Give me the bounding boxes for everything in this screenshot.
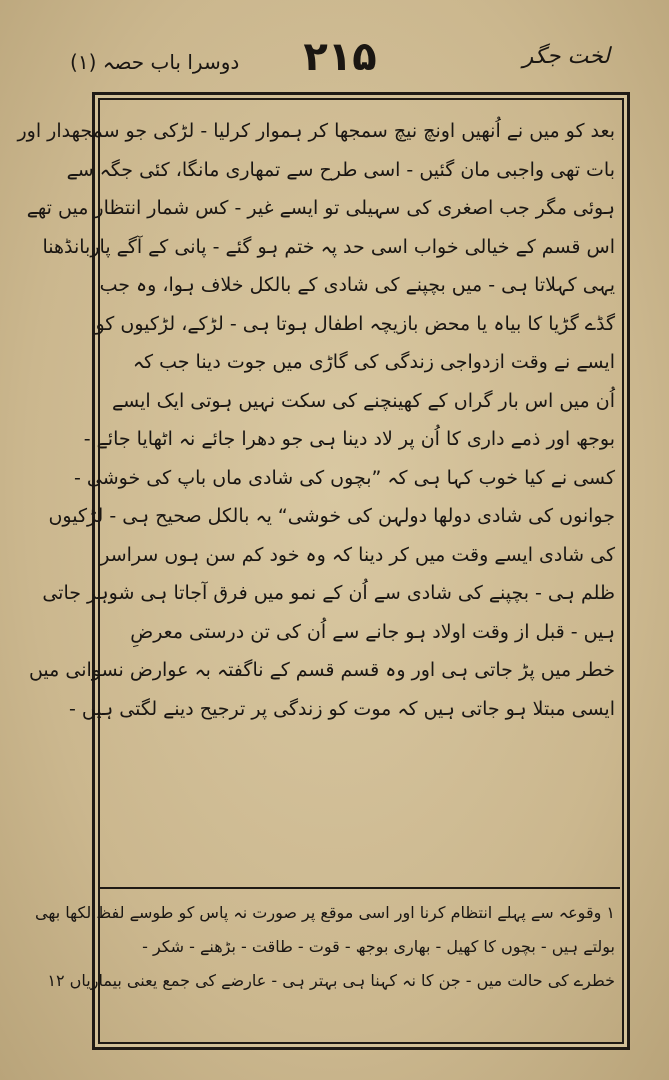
footnotes [35, 896, 615, 998]
footnote-line: ۱ وقوعہ سے پہلے انتظام کرنا اور اسی موقع پر صورت نہ پاس کو طوسے لفظ لکھا بھی [35, 903, 615, 922]
text-line: جوانوں کی شادی دولھا دولہن کی خوشی“ یہ بالکل صحیح ہی - لڑکیوں [48, 505, 615, 527]
text-line: اس قسم کے خیالی خواب اسی حد پہ ختم ہو گئے - پانی کے آگے پاربانڈھنا [42, 235, 615, 258]
text-line: گڈے گڑیا کا بیاہ یا محض بازیچہ اطفال ہوتا ہی - لڑکے، لڑکیوں کو [95, 312, 615, 335]
section-title: دوسرا باب حصہ (۱) [70, 50, 240, 74]
footnote-line: خطرے کی حالت میں - جن کا نہ کہنا ہی بہتر ہی - عارضے کی جمع یعنی بیماریاں ۱۲ [47, 971, 615, 990]
text-line: اُن میں اس بار گراں کے کھینچنے کی سکت نہیں ہوتی ایک ایسے [111, 389, 615, 412]
text-line: ایسی مبتلا ہو جاتی ہیں کہ موت کو زندگی پر ترجیح دینے لگتی ہیں - [69, 697, 615, 720]
footnote-line: بولتے ہیں - بچوں کا کھیل - بھاری بوجھ - قوت - طاقت - بڑھنے - شکر - [142, 937, 615, 956]
text-line: بوجھ اور ذمے داری کا اُن پر لاد دینا ہی جو دھرا جائے نہ اٹھایا جائے - [83, 428, 615, 450]
text-line: ہوئی مگر جب اصغری کی سہیلی تو ایسے غیر - کس شمار انتظار میں تھے [26, 197, 615, 219]
text-line: ایسے نے وقت ازدواجی زندگی کی گاڑی میں جوت دینا جب کہ [132, 351, 615, 373]
text-line: کسی نے کیا خوب کہا ہی کہ ”بچوں کی شادی ماں باپ کی خوشی - [74, 466, 615, 489]
text-line: کی شادی ایسے وقت میں کر دینا کہ وہ خود کم سن ہوں سراسر [100, 543, 615, 566]
text-line: بات تھی واجبی مان گئیں - اسی طرح سے تمھاری مانگا، کئی جگہ سے [66, 158, 615, 181]
running-title: لخت جگر [522, 44, 610, 69]
text-line: خطر میں پڑ جاتی ہی اور وہ قسم قسم کے ناگفتہ بہ عوارض نسوانی میں [28, 659, 615, 681]
text-line: ہیں - قبل از وقت اولاد ہو جانے سے اُن کی تن درستی معرضِ [130, 620, 615, 643]
page-header [60, 34, 620, 94]
text-line: ظلم ہی - بچپنے کی شادی سے اُن کے نمو میں فرق آجاتا ہی شوہر جاتی [42, 582, 615, 604]
footnote-divider [100, 887, 620, 889]
text-line: بعد کو میں نے اُنھیں اونچ نیچ سمجھا کر ہموار کرلیا - لڑکی جو سمجھدار اور [17, 120, 615, 142]
main-text [17, 112, 615, 882]
page-number: ۲۱۵ [303, 34, 377, 80]
text-line: یہی کہلاتا ہی - میں بچپنے کی شادی کے بالکل خلاف ہوا، وہ جب [99, 274, 615, 296]
